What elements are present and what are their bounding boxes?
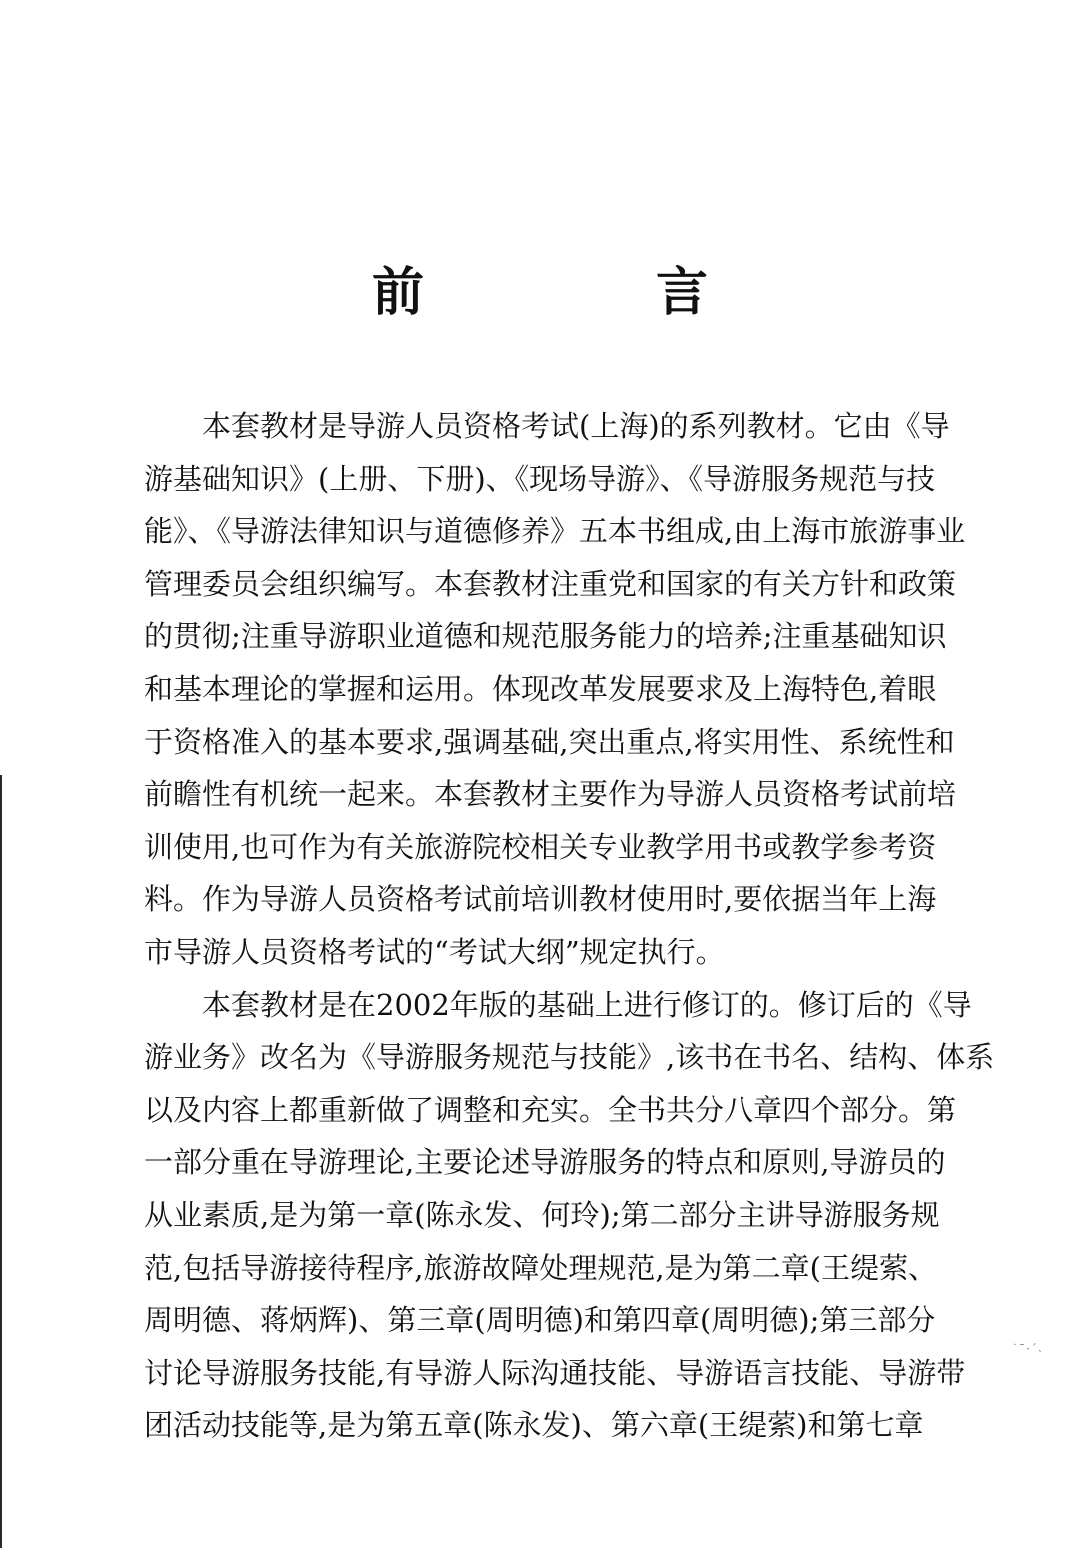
page-title: 前 言 xyxy=(371,262,798,323)
text-line: 团活动技能等,是为第五章(陈永发)、第六章(王缇萦)和第七章 xyxy=(144,1408,924,1443)
text-line: 本套教材是在2002年版的基础上进行修订的。修订后的《导 xyxy=(202,987,972,1022)
text-line: 于资格准入的基本要求,强调基础,突出重点,将实用性、系统性和 xyxy=(144,724,955,759)
binding-edge-line xyxy=(0,775,2,1548)
text-line: 训使用,也可作为有关旅游院校相关专业教学用书或教学参考资 xyxy=(144,829,937,864)
text-line: 以及内容上都重新做了调整和充实。全书共分八章四个部分。第 xyxy=(144,1092,957,1127)
text-line: 从业素质,是为第一章(陈永发、何玲);第二部分主讲导游服务规 xyxy=(144,1197,940,1232)
text-line: 能》、《导游法律知识与道德修养》五本书组成,由上海市旅游事业 xyxy=(144,514,966,549)
text-line: 游基础知识》(上册、下册)、《现场导游》、《导游服务规范与技 xyxy=(144,461,936,496)
text-line: 范,包括导游接待程序,旅游故障处理规范,是为第二章(王缇萦、 xyxy=(144,1250,937,1285)
text-line: 讨论导游服务技能,有导游人际沟通技能、导游语言技能、导游带 xyxy=(144,1355,966,1390)
text-line: 料。作为导游人员资格考试前培训教材使用时,要依据当年上海 xyxy=(144,882,937,917)
text-line: 本套教材是导游人员资格考试(上海)的系列教材。它由《导 xyxy=(202,409,950,443)
scan-speck: ˙ˉ·ˊ˴ xyxy=(1012,1342,1043,1356)
text-line: 游业务》改名为《导游服务规范与技能》,该书在书名、结构、体系 xyxy=(144,1040,995,1075)
text-line: 一部分重在导游理论,主要论述导游服务的特点和原则,导游员的 xyxy=(144,1145,946,1180)
text-line: 的贯彻;注重导游职业道德和规范服务能力的培养;注重基础知识 xyxy=(144,619,947,654)
text-line: 周明德、蒋炳辉)、第三章(周明德)和第四章(周明德);第三部分 xyxy=(144,1303,936,1338)
text-line: 和基本理论的掌握和运用。体现改革发展要求及上海特色,着眼 xyxy=(144,671,937,706)
text-line: 前瞻性有机统一起来。本套教材主要作为导游人员资格考试前培 xyxy=(144,777,957,812)
text-line: 管理委员会组织编写。本套教材注重党和国家的有关方针和政策 xyxy=(144,566,957,601)
text-line: 市导游人员资格考试的“考试大纲”规定执行。 xyxy=(144,934,725,969)
body-text xyxy=(144,400,995,1452)
